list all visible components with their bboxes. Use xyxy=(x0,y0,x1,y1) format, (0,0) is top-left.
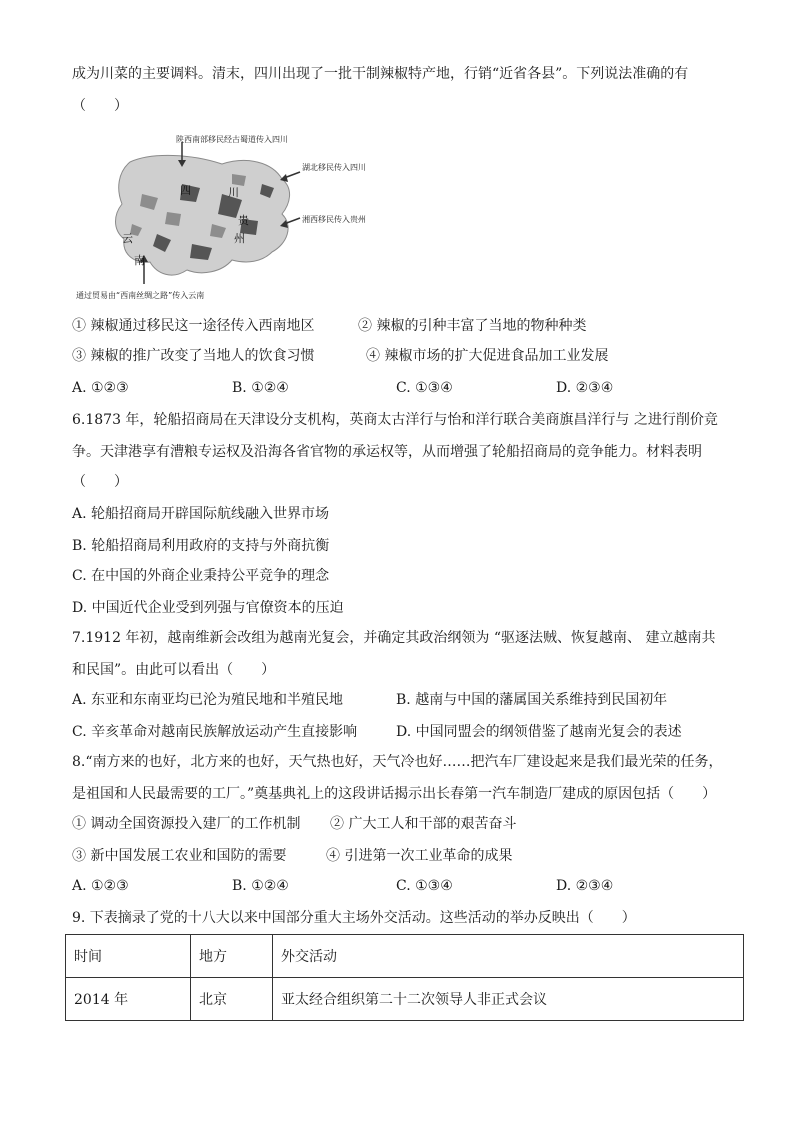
q6-option-b[interactable]: B. 轮船招商局利用政府的支持与外商抗衡 xyxy=(72,538,330,554)
map-prov-gui: 贵 xyxy=(238,214,249,227)
table-row xyxy=(66,978,744,1021)
chili-spread-map xyxy=(72,134,392,304)
q8-statement-1: ① 调动全国资源投入建厂的工作机制 xyxy=(72,816,301,832)
q5-statement-2: ② 辣椒的引种丰富了当地的物种种类 xyxy=(358,318,587,334)
map-prov-yun: 云 xyxy=(122,232,133,245)
map-prov-nan: 南 xyxy=(134,254,145,267)
q6-stem-line1: 6.1873 年，轮船招商局在天津设分支机构，英商太古洋行与怡和洋行联合美商旗昌洋行与 之进行削价竞 xyxy=(72,412,718,428)
q8-statement-2: ② 广大工人和干部的艰苦奋斗 xyxy=(330,816,517,832)
q7-option-b[interactable]: B. 越南与中国的藩属国关系维持到民国初年 xyxy=(396,692,668,708)
q5-option-a[interactable]: A. ①②③ xyxy=(72,380,129,396)
q6-option-d[interactable]: D. 中国近代企业受到列强与官僚资本的压迫 xyxy=(72,600,344,616)
q7-option-c[interactable]: C. 辛亥革命对越南民族解放运动产生直接影响 xyxy=(72,724,358,740)
table-cell-time: 2014 年 xyxy=(66,978,191,1021)
q7-stem-line1: 7.1912 年初，越南维新会改组为越南光复会，并确定其政治纲领为 “驱逐法贼、恢复越南、 建立越南共 xyxy=(72,630,716,646)
table-header-place: 地方 xyxy=(191,935,273,978)
q6-stem-line2: 争。天津港享有漕粮专运权及沿海各省官物的承运权等，从而增强了轮船招商局的竞争能力。材料表明 xyxy=(72,444,702,460)
q8-statement-4: ④ 引进第一次工业革命的成果 xyxy=(326,848,513,864)
table-header-row xyxy=(66,935,744,978)
diplomacy-table xyxy=(65,934,744,1021)
q5-option-c[interactable]: C. ①③④ xyxy=(396,380,453,396)
q5-statement-1: ① 辣椒通过移民这一途径传入西南地区 xyxy=(72,318,315,334)
table-header-activity: 外交活动 xyxy=(273,935,744,978)
q8-option-b[interactable]: B. ①②④ xyxy=(232,878,289,894)
map-label-hubei: 湖北移民传入四川 xyxy=(302,163,366,172)
q5-stem-line1: 成为川菜的主要调料。清末，四川出现了一批干制辣椒特产地，行销“近省各县”。下列说法准确的有 xyxy=(72,66,689,82)
q6-answer-blank: （ ） xyxy=(72,474,128,490)
q5-option-b[interactable]: B. ①②④ xyxy=(232,380,289,396)
q8-option-a[interactable]: A. ①②③ xyxy=(72,878,129,894)
q8-option-d[interactable]: D. ②③④ xyxy=(556,878,614,894)
q8-statement-3: ③ 新中国发展工农业和国防的需要 xyxy=(72,848,287,864)
q6-option-a[interactable]: A. 轮船招商局开辟国际航线融入世界市场 xyxy=(72,506,330,522)
q8-stem-line1: 8.“南方来的也好，北方来的也好，天气热也好，天气冷也好……把汽车厂建设起来是我们最光荣的任务， xyxy=(72,754,723,770)
q8-stem-line2: 是祖国和人民最需要的工厂。”奠基典礼上的这段讲话揭示出长春第一汽车制造厂建成的原因包括（ ） xyxy=(72,786,717,802)
q5-option-d[interactable]: D. ②③④ xyxy=(556,380,614,396)
q6-option-c[interactable]: C. 在中国的外商企业秉持公平竞争的理念 xyxy=(72,568,330,584)
q7-option-d[interactable]: D. 中国同盟会的纲领借鉴了越南光复会的表述 xyxy=(396,724,682,740)
q8-option-c[interactable]: C. ①③④ xyxy=(396,878,453,894)
q7-option-a[interactable]: A. 东亚和东南亚均已沦为殖民地和半殖民地 xyxy=(72,692,344,708)
q7-stem-line2: 和民国”。由此可以看出（ ） xyxy=(72,662,276,678)
map-prov-chuan: 川 xyxy=(228,186,239,199)
q5-statement-4: ④ 辣椒市场的扩大促进食品加工业发展 xyxy=(366,348,609,364)
map-label-shaanxi: 陕西南部移民经古蜀道传入四川 xyxy=(176,135,288,144)
q9-stem-line1: 9. 下表摘录了党的十八大以来中国部分重大主场外交活动。这些活动的举办反映出（ ） xyxy=(72,910,636,926)
table-cell-place: 北京 xyxy=(191,978,273,1021)
map-prov-zhou: 州 xyxy=(234,232,245,245)
table-header-time: 时间 xyxy=(66,935,191,978)
table-cell-activity: 亚太经合组织第二十二次领导人非正式会议 xyxy=(273,978,744,1021)
map-prov-si: 四 xyxy=(180,184,191,197)
map-label-trade: 通过贸易由“西南丝绸之路”传入云南 xyxy=(76,291,205,300)
q5-answer-blank: （ ） xyxy=(72,98,128,114)
map-label-hunan: 湘西移民传入贵州 xyxy=(302,215,366,224)
q5-statement-3: ③ 辣椒的推广改变了当地人的饮食习惯 xyxy=(72,348,315,364)
